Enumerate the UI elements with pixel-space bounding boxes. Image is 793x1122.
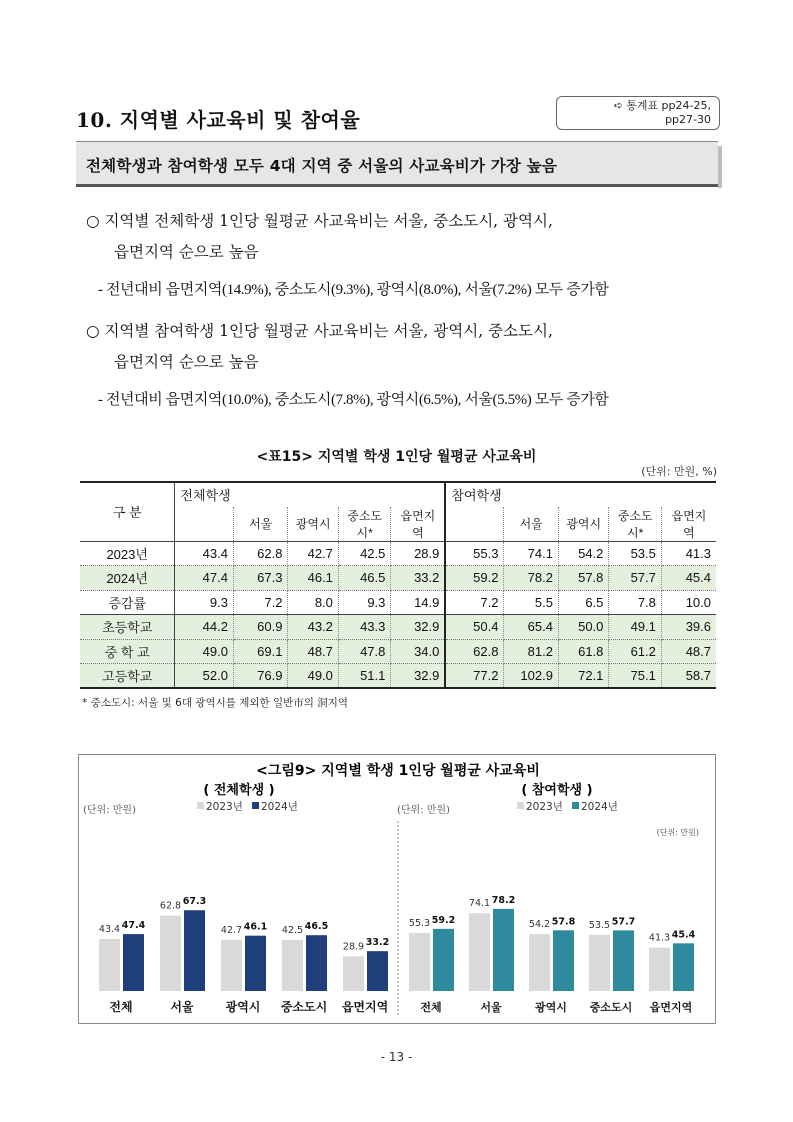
table-row [80,541,716,566]
legend-swatch-2023 [197,802,204,809]
data-label-2023: 74.1 [468,898,491,910]
ref-line2: pp27-30 [665,113,711,126]
table-cell: 28.9 [391,541,446,566]
stat-table-reference [556,96,720,130]
table-cell: 49.0 [175,639,234,664]
table-cell: 39.6 [661,615,716,640]
table-cell: 60.9 [233,615,288,640]
legend-label-2023: 2023년 [526,801,563,813]
table-cell: 78.2 [504,566,559,591]
chart-svg [79,755,717,1025]
table-row [80,566,716,591]
table-cell: 72.1 [558,664,608,689]
data-label-2024: 57.7 [611,916,636,928]
row-label: 초등학교 [80,615,175,640]
legend-label-2023: 2023년 [206,801,243,813]
table-row [80,615,716,640]
table-cell: 43.4 [175,541,234,566]
table-cell: 43.3 [338,615,390,640]
table-cell: 49.0 [288,664,338,689]
table-cell: 57.7 [609,566,661,591]
paragraph-1-line2: 읍면지역 순으로 높음 [114,243,259,261]
table-cell: 32.9 [391,615,446,640]
table-cell: 34.0 [391,639,446,664]
unit-label: (단위: 만원) [397,805,450,816]
data-label-2023: 62.8 [159,900,182,912]
bar-2024 [433,929,454,991]
bar-2023 [160,916,181,991]
table-cell: 45.4 [661,566,716,591]
bar-2024 [493,909,514,991]
category-label: 읍면지역 [341,1000,389,1014]
legend-swatch-2023 [517,802,524,809]
table-cell: 75.1 [609,664,661,689]
table-cell: 47.8 [338,639,390,664]
row-label: 중 학 교 [80,639,175,664]
table-cell: 76.9 [233,664,288,689]
subheader-part-avg [445,507,504,542]
data-label-2023: 42.5 [281,925,304,936]
table-cell: 52.0 [175,664,234,689]
table-unit: (단위: 만원, %) [641,465,717,478]
table-row [80,639,716,664]
category-label: 서울 [170,1000,194,1014]
bar-2023 [469,913,490,991]
paragraph-1-detail: - 전년대비 읍면지역(14.9%), 중소도시(9.3%), 광역시(8.0%), 서울(7.2%) 모두 증가함 [98,282,609,298]
inner-unit-label: (단위: 만원) [656,828,699,837]
table-cell: 50.4 [445,615,504,640]
data-label-2023: 42.7 [220,924,243,936]
table-cell: 51.1 [338,664,390,689]
table-cell: 54.2 [558,541,608,566]
table-cell: 69.1 [233,639,288,664]
subheader-seoul: 서울 [233,507,288,542]
table-cell: 57.8 [558,566,608,591]
bar-2024 [613,930,634,991]
bar-2024 [673,943,694,991]
unit-label: (단위: 만원) [83,805,136,816]
ref-line1: 통계표 pp24-25, [626,99,711,112]
bar-2023 [589,935,610,991]
row-label: 증감률 [80,590,175,615]
category-label: 광역시 [535,1001,567,1014]
table-cell: 41.3 [661,541,716,566]
table-cell: 6.5 [558,590,608,615]
table-cell: 46.1 [288,566,338,591]
legend-swatch-2024 [572,802,579,809]
panel-title: ( 전체학생 ) [203,783,275,798]
group-header-total: 전체학생 [175,482,446,507]
bar-2024 [306,935,327,991]
table-cell: 81.2 [504,639,559,664]
table-cell: 58.7 [661,664,716,689]
table-cell: 59.2 [445,566,504,591]
table-cell: 44.2 [175,615,234,640]
data-label-2024: 33.2 [365,937,390,949]
bar-2024 [184,910,205,991]
data-label-2023: 43.4 [98,923,121,935]
subheader-metro: 광역시 [288,507,338,542]
table-cell: 14.9 [391,590,446,615]
table-cell: 43.2 [288,615,338,640]
bar-2023 [649,948,670,991]
data-label-2023: 41.3 [648,932,671,944]
table-cell: 7.2 [233,590,288,615]
data-label-2024: 46.5 [304,921,329,933]
data-label-2024: 46.1 [243,921,268,933]
table-cell: 7.8 [609,590,661,615]
row-label: 2024년 [80,566,175,591]
legend-label-2024: 2024년 [581,801,618,813]
data-label-2023: 55.3 [408,917,431,929]
legend-label-2024: 2024년 [261,801,298,813]
category-label: 읍면지역 [649,1001,693,1014]
table-cell: 48.7 [661,639,716,664]
table-cell: 42.7 [288,541,338,566]
bar-2023 [99,939,120,991]
group-header-participating: 참여학생 [445,482,716,507]
bar-2024 [123,934,144,991]
paragraph-2-detail: - 전년대비 읍면지역(10.0%), 중소도시(7.8%), 광역시(6.5%), 서울(5.5%) 모두 증가함 [98,392,609,408]
bar-2024 [367,951,388,991]
table-cell: 77.2 [445,664,504,689]
table-cell: 74.1 [504,541,559,566]
category-label: 광역시 [225,1000,261,1014]
data-label-2023: 54.2 [528,919,551,931]
table-cell: 10.0 [661,590,716,615]
data-label-2024: 47.4 [121,920,146,932]
bar-2023 [529,934,550,991]
data-label-2024: 59.2 [431,914,456,926]
bar-2023 [221,940,242,991]
table-cell: 62.8 [445,639,504,664]
paragraph-2-line2: 읍면지역 순으로 높음 [114,353,259,371]
table-cell: 102.9 [504,664,559,689]
category-label: 서울 [480,1001,502,1014]
bar-2024 [245,936,266,991]
panel-title: ( 참여학생 ) [521,783,593,798]
data-label-2024: 67.3 [182,896,207,908]
table-cell: 53.5 [609,541,661,566]
data-label-2024: 45.4 [671,929,696,941]
table-row [80,590,716,615]
section-title: 10. 지역별 사교육비 및 참여율 [76,108,361,132]
table-cell: 47.4 [175,566,234,591]
table-cell: 46.5 [338,566,390,591]
bar-2024 [553,930,574,991]
data-label-2023: 53.5 [588,919,611,931]
page-number: - 13 - [380,1050,413,1064]
table-cell: 8.0 [288,590,338,615]
subheader-metro: 광역시 [558,507,608,542]
category-label: 전체 [420,1001,442,1014]
row-label: 고등학교 [80,664,175,689]
data-label-2023: 28.9 [342,941,365,953]
category-label: 전체 [109,1000,133,1014]
bar-2023 [282,940,303,991]
table-cell: 9.3 [338,590,390,615]
table-cell: 33.2 [391,566,446,591]
regional-expenditure-table [80,481,716,689]
paragraph-1-line1: ○ 지역별 전체학생 1인당 월평균 사교육비는 서울, 중소도시, 광역시, [86,212,553,230]
subheader-smallcity: 중소도시* [338,507,390,542]
table-cell: 42.5 [338,541,390,566]
table-cell: 50.0 [558,615,608,640]
bar-2023 [409,933,430,991]
table-cell: 61.2 [609,639,661,664]
table-cell: 61.8 [558,639,608,664]
subheader-smallcity: 중소도시* [609,507,661,542]
table-cell: 5.5 [504,590,559,615]
table-footnote: * 중소도시: 서울 및 6대 광역시를 제외한 일반市의 洞지역 [82,697,349,709]
table-cell: 9.3 [175,590,234,615]
legend-swatch-2024 [252,802,259,809]
bar-2023 [343,956,364,991]
headline-text: 전체학생과 참여학생 모두 4대 지역 중 서울의 사교육비가 가장 높음 [86,157,558,175]
figure-title: <그림9> 지역별 학생 1인당 월평균 사교육비 [256,763,540,779]
table-cell: 55.3 [445,541,504,566]
table-cell: 62.8 [233,541,288,566]
paragraph-2-line1: ○ 지역별 참여학생 1인당 월평균 사교육비는 서울, 광역시, 중소도시, [86,322,553,340]
arrow-icon: ➪ [613,99,624,112]
row-label: 2023년 [80,541,175,566]
headline-bar [76,141,718,187]
table-corner-header: 구 분 [80,482,175,541]
data-label-2024: 78.2 [491,894,516,906]
table-cell: 49.1 [609,615,661,640]
table-row [80,664,716,689]
table-cell: 65.4 [504,615,559,640]
table-title: <표15> 지역별 학생 1인당 월평균 사교육비 [256,449,537,465]
subheader-total-avg [175,507,234,542]
subheader-seoul: 서울 [504,507,559,542]
subheader-rural: 읍면지역 [391,507,446,542]
category-label: 중소도시 [280,1000,328,1014]
subheader-rural: 읍면지역 [661,507,716,542]
table-cell: 32.9 [391,664,446,689]
table-cell: 7.2 [445,590,504,615]
table-cell: 67.3 [233,566,288,591]
table-cell: 48.7 [288,639,338,664]
figure-9-chart [78,754,716,1024]
data-label-2024: 57.8 [551,916,576,928]
category-label: 중소도시 [589,1001,633,1014]
